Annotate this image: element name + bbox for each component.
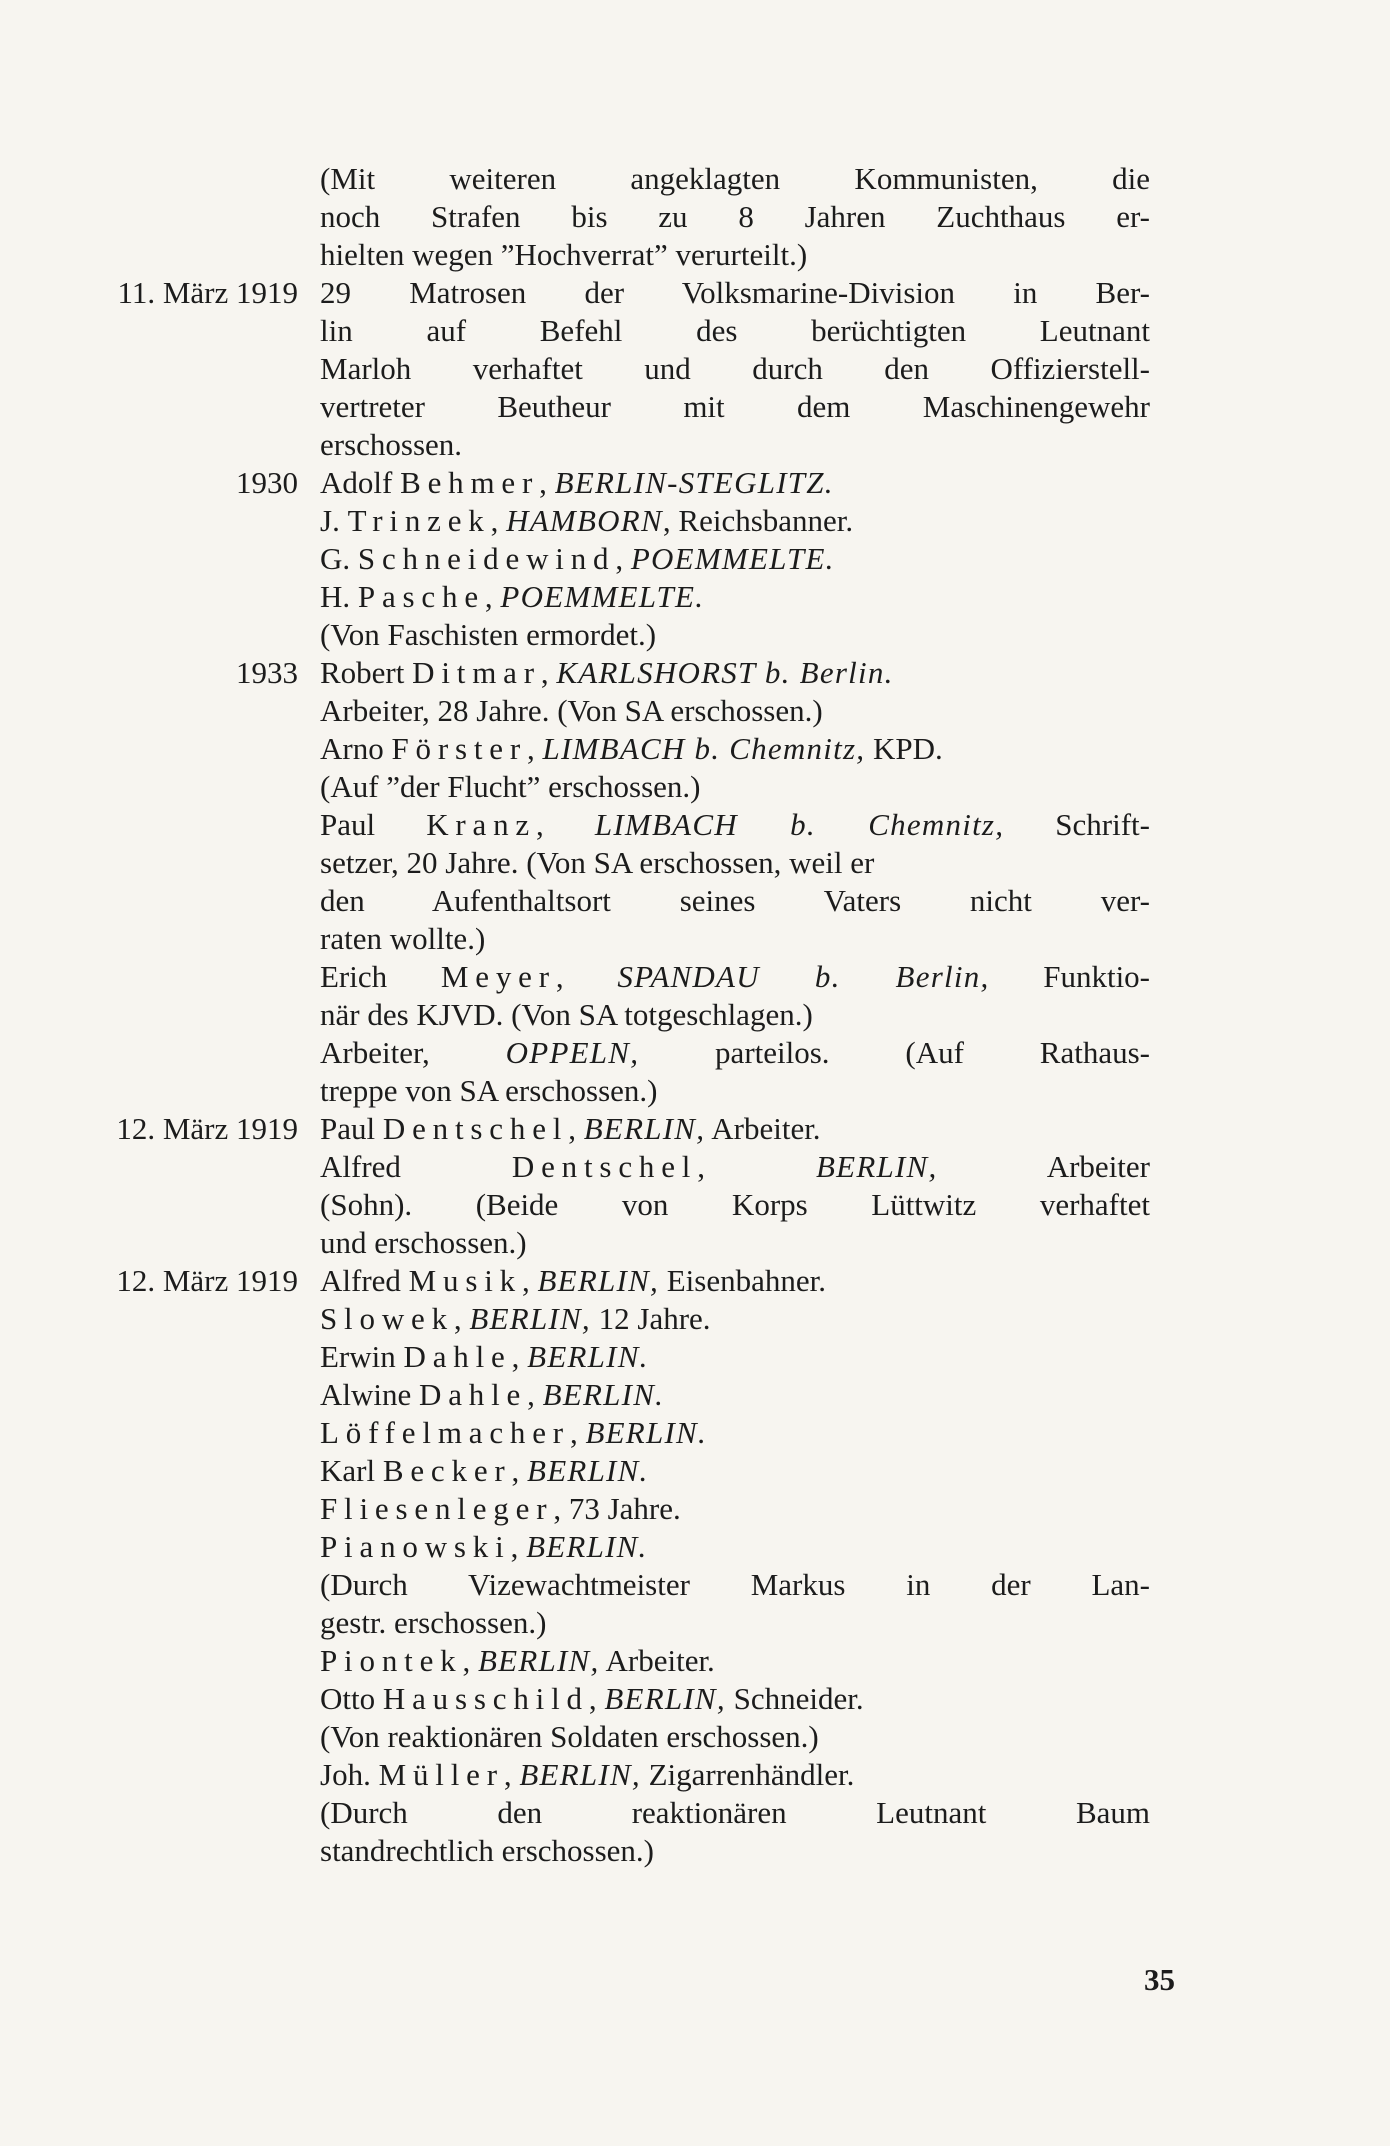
text-segment: (Auf ”der Flucht” erschossen.) [320,769,701,804]
text-line [320,350,1150,388]
page-number: 35 [1144,1962,1175,1997]
place-name: BERLIN-STEGLITZ. [554,465,834,500]
entry-date: 1930 [236,465,298,500]
text-segment: Alwine [320,1377,420,1412]
text-segment: Schneider. [725,1681,864,1716]
text-line [320,616,1150,654]
text-line [320,1528,1150,1566]
text-segment: lin auf Befehl des berüchtigten Leutnant [320,313,1150,348]
place-name: POEMMELTE. [630,541,835,576]
text-line [320,1794,1150,1832]
person-name: Ditmar [412,655,541,690]
text-line [320,160,1150,198]
text-line [320,1110,1150,1148]
entry-date: 12. März 1919 [116,1263,298,1298]
text-line [320,844,1150,882]
text-segment: Schrift- [1004,807,1150,842]
entry-text [320,160,1150,274]
entry-date [0,160,320,274]
text-segment: när des KJVD. (Von SA totgeschlagen.) [320,997,813,1032]
place-name: BERLIN, [477,1643,600,1678]
place-name: LIMBACH b. Chemnitz, [594,807,1005,842]
text-line [320,578,1150,616]
text-segment: Robert [320,655,413,690]
text-segment: Joh. [320,1757,379,1792]
text-segment: Erwin [320,1339,404,1374]
text-line [320,730,1150,768]
entry-date: 11. März 1919 [117,275,298,310]
text-line [320,1072,1150,1110]
place-name: BERLIN, [604,1681,726,1716]
text-segment: und erschossen.) [320,1225,527,1260]
text-segment: , [568,1111,584,1146]
place-name: BERLIN, [583,1111,706,1146]
text-line [320,1262,1150,1300]
text-line [320,198,1150,236]
person-name: Fliesenleger [320,1491,554,1526]
place-name: BERLIN, [469,1301,591,1336]
text-line [320,1604,1150,1642]
text-segment: (Durch den reaktionären Leutnant Baum [320,1795,1150,1830]
text-segment: (Mit weiteren angeklagten Kommunisten, die [320,161,1150,196]
entry-text [320,464,1150,654]
place-name: BERLIN, [815,1149,938,1184]
text-line [320,1338,1150,1376]
person-name: Schneidewind [357,541,616,576]
person-name: Dahle [419,1377,528,1412]
text-line [320,1300,1150,1338]
text-segment: , [503,1757,520,1792]
text-segment: Arbeiter. [599,1643,715,1678]
place-name: BERLIN. [585,1415,707,1450]
text-segment: , [615,541,631,576]
text-segment: Arbeiter, [320,1035,506,1070]
text-segment: G. [320,541,358,576]
text-line [320,274,1150,312]
person-name: Kranz [426,807,537,842]
person-name: Förster [391,731,528,766]
person-name: Löffelmacher [320,1415,570,1450]
place-name: OPPELN, [505,1035,640,1070]
text-segment: parteilos. (Auf Rathaus- [639,1035,1150,1070]
text-line [320,464,1150,502]
text-segment: setzer, 20 Jahre. (Von SA erschossen, weil er [320,845,875,880]
text-segment: Marloh verhaftet und durch den Offizierstell- [320,351,1150,386]
text-segment: Funktio- [989,959,1151,994]
person-name: Pianowski [320,1529,511,1564]
text-segment: , [536,807,595,842]
text-segment: Paul [320,1111,383,1146]
place-name: BERLIN. [527,1453,649,1488]
person-name: Becker [382,1453,512,1488]
text-segment: raten wollte.) [320,921,486,956]
text-line [320,236,1150,274]
text-line [320,1148,1150,1186]
text-line [320,1224,1150,1262]
text-line [320,1680,1150,1718]
chronicle-entry [0,1110,1390,1262]
text-segment: 12 Jahre. [590,1301,711,1336]
text-line [320,1414,1150,1452]
text-segment: , [540,655,557,690]
text-line [320,540,1150,578]
text-segment: , [522,1263,538,1298]
entry-text [320,274,1150,464]
entry-text [320,1262,1150,1870]
text-segment: Karl [320,1453,383,1488]
text-segment: , [697,1149,816,1184]
text-segment: , Reichsbanner. [662,503,854,538]
place-name: BERLIN. [542,1377,665,1412]
person-name: Hausschild [382,1681,589,1716]
text-line [320,426,1150,464]
place-name: HAMBORN [506,503,663,538]
text-line [320,768,1150,806]
text-segment: 29 Matrosen der Volksmarine-Division in Ber- [320,275,1150,310]
text-segment: J. [320,503,348,538]
entry-date: 1933 [236,655,298,690]
person-name: Slowek [320,1301,454,1336]
person-name: Behmer [400,465,540,500]
text-line [320,1756,1150,1794]
person-name: Dentschel [511,1149,698,1184]
person-name: Meyer [440,959,556,994]
person-name: Dahle [403,1339,512,1374]
place-name: BERLIN, [519,1757,641,1792]
text-segment: (Durch Vizewachtmeister Markus in der Lan- [320,1567,1150,1602]
chronicle-entry [0,464,1390,654]
text-segment: (Sohn). (Beide von Korps Lüttwitz verhaftet [320,1187,1150,1222]
text-line [320,1718,1150,1756]
chronicle-entry [0,654,1390,1110]
place-name: BERLIN. [527,1339,649,1374]
chronicle-entries [0,160,1390,1870]
text-line [320,958,1150,996]
text-segment: , [539,465,555,500]
entry-text [320,654,1150,1110]
text-line [320,1034,1150,1072]
place-name: SPANDAU b. Berlin, [617,959,990,994]
text-segment: Otto [320,1681,383,1716]
text-segment: , [511,1453,528,1488]
text-line [320,806,1150,844]
text-line [320,312,1150,350]
person-name: Dentschel [382,1111,569,1146]
place-name: BERLIN. [526,1529,648,1564]
text-segment: hielten wegen ”Hochverrat” verurteilt.) [320,237,808,272]
entry-date: 12. März 1919 [116,1111,298,1146]
text-segment: noch Strafen bis zu 8 Jahren Zuchthaus er- [320,199,1150,234]
person-name: Müller [378,1757,504,1792]
text-segment: , [569,1415,586,1450]
text-segment: , [490,503,507,538]
text-segment: standrechtlich erschossen.) [320,1833,654,1868]
text-line [320,388,1150,426]
entry-text [320,1110,1150,1262]
text-segment: KPD. [865,731,943,766]
text-segment: den Aufenthaltsort seines Vaters nicht ver- [320,883,1150,918]
text-segment: Alfred [320,1149,512,1184]
text-line [320,1452,1150,1490]
text-segment: , [555,959,618,994]
text-segment: , 73 Jahre. [553,1491,681,1526]
text-line [320,920,1150,958]
place-name: LIMBACH b. Chemnitz, [542,731,866,766]
place-name: POEMMELTE. [500,579,705,614]
text-segment: gestr. erschossen.) [320,1605,547,1640]
text-segment: , [527,1377,543,1412]
text-line [320,996,1150,1034]
text-segment: Eisenbahner. [658,1263,826,1298]
person-name: Pasche [357,579,485,614]
text-segment: , [462,1643,478,1678]
text-line [320,1376,1150,1414]
text-line [320,654,1150,692]
text-segment: treppe von SA erschossen.) [320,1073,658,1108]
text-segment: Alfred [320,1263,409,1298]
chronicle-entry [0,160,1390,274]
text-segment: Arbeiter. [705,1111,821,1146]
text-segment: , [484,579,501,614]
text-line [320,1186,1150,1224]
text-segment: erschossen. [320,427,463,462]
text-segment: Arno [320,731,392,766]
text-line [320,1490,1150,1528]
text-segment: Erich [320,959,441,994]
text-segment: Arbeiter [937,1149,1150,1184]
person-name: Musik [408,1263,522,1298]
text-line [320,882,1150,920]
text-segment: Zigarrenhändler. [640,1757,855,1792]
text-segment: , [527,731,543,766]
text-segment: , [510,1529,527,1564]
person-name: Trinzek [347,503,491,538]
text-segment: , [588,1681,605,1716]
text-line [320,502,1150,540]
text-line [320,692,1150,730]
text-segment: Paul [320,807,427,842]
text-segment: Adolf [320,465,401,500]
text-line [320,1566,1150,1604]
place-name: KARLSHORST b. Berlin. [556,655,894,690]
text-segment: Arbeiter, 28 Jahre. (Von SA erschossen.) [320,693,823,728]
person-name: Piontek [320,1643,463,1678]
text-segment: vertreter Beutheur mit dem Maschinengewehr [320,389,1150,424]
chronicle-entry [0,274,1390,464]
text-segment: , [511,1339,528,1374]
text-segment: H. [320,579,358,614]
text-line [320,1642,1150,1680]
text-segment: , [453,1301,470,1336]
place-name: BERLIN, [537,1263,659,1298]
chronicle-entry [0,1262,1390,1870]
text-segment: (Von reaktionären Soldaten erschossen.) [320,1719,819,1754]
text-segment: (Von Faschisten ermordet.) [320,617,657,652]
text-line [320,1832,1150,1870]
